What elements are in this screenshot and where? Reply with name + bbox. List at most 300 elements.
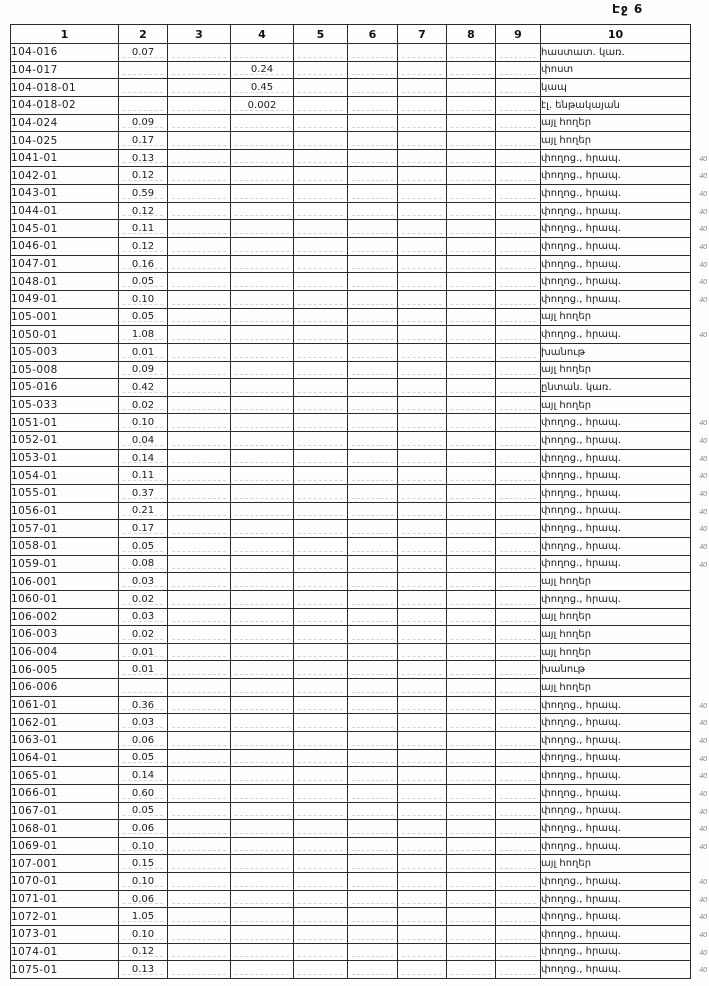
cell-land-use: [541, 608, 691, 626]
cell-col5-empty: [294, 943, 348, 961]
cell-col9-empty: [496, 273, 541, 291]
cell-area-col2: [119, 96, 168, 114]
cell-area-col2: 0.05: [119, 802, 168, 820]
cell-land-use: [541, 132, 691, 150]
table-row: [11, 432, 691, 450]
cell-parcel-code: 1061-01: [11, 696, 119, 714]
cell-area-col2: 0.02: [119, 590, 168, 608]
cell-area-col2: 0.01: [119, 343, 168, 361]
table-row: [11, 167, 691, 185]
cell-col6-empty: [348, 502, 398, 520]
cell-col9-empty: [496, 573, 541, 591]
cell-col8-empty: [447, 855, 496, 873]
cell-area-col4: [231, 343, 294, 361]
cell-area-col4: [231, 290, 294, 308]
cell-col9-empty: [496, 202, 541, 220]
table-row: [11, 396, 691, 414]
margin-annotation: 40: [699, 454, 707, 463]
cell-land-use: [541, 238, 707, 256]
cell-land-use: [541, 520, 707, 538]
cell-col6-empty: [348, 608, 398, 626]
table-row: [11, 361, 691, 379]
land-use-text: փողոց., հրապ.: [541, 558, 621, 570]
cell-col3-empty: [168, 714, 231, 732]
cell-area-col4: [231, 308, 294, 326]
cell-parcel-code: 104-016: [11, 44, 119, 62]
cell-col8-empty: [447, 502, 496, 520]
land-use-text: փողոց., հրապ.: [541, 893, 621, 905]
margin-annotation: 40: [699, 931, 707, 940]
cell-area-col4: [231, 626, 294, 644]
cell-area-col4: [231, 273, 294, 291]
column-header-8: 8: [447, 25, 496, 44]
cell-land-use: [541, 467, 707, 485]
cell-parcel-code: 1056-01: [11, 502, 119, 520]
cell-col3-empty: [168, 767, 231, 785]
cell-col6-empty: [348, 555, 398, 573]
cell-col5-empty: [294, 432, 348, 450]
parcel-table: [10, 24, 707, 979]
cell-col9-empty: [496, 467, 541, 485]
cell-col6-empty: [348, 220, 398, 238]
cell-col7-empty: [398, 926, 447, 944]
cell-area-col4: [231, 943, 294, 961]
cell-area-col4: [231, 361, 294, 379]
cell-col3-empty: [168, 731, 231, 749]
cell-col3-empty: [168, 414, 231, 432]
cell-col9-empty: [496, 608, 541, 626]
table-row: [11, 149, 691, 167]
cell-area-col2: 0.14: [119, 767, 168, 785]
land-use-text: փողոց., հրապ.: [541, 240, 621, 252]
margin-annotation: 40: [699, 295, 707, 304]
cell-col9-empty: [496, 890, 541, 908]
cell-parcel-code: 1066-01: [11, 784, 119, 802]
cell-col6-empty: [348, 873, 398, 891]
cell-area-col2: 0.09: [119, 361, 168, 379]
table-row: [11, 555, 691, 573]
cell-col9-empty: [496, 290, 541, 308]
cell-col8-empty: [447, 202, 496, 220]
cell-col5-empty: [294, 414, 348, 432]
cell-land-use: [541, 361, 691, 379]
cell-col9-empty: [496, 943, 541, 961]
cell-col7-empty: [398, 714, 447, 732]
cell-col3-empty: [168, 220, 231, 238]
cell-area-col4: [231, 220, 294, 238]
cell-col9-empty: [496, 308, 541, 326]
cell-col8-empty: [447, 890, 496, 908]
land-use-text: այլ հողեր: [541, 311, 592, 323]
cell-col7-empty: [398, 520, 447, 538]
cell-area-col2: 0.01: [119, 661, 168, 679]
cell-col8-empty: [447, 714, 496, 732]
cell-col9-empty: [496, 114, 541, 132]
table-row: [11, 96, 691, 114]
cell-col6-empty: [348, 485, 398, 503]
margin-annotation: 40: [699, 772, 707, 781]
cell-col8-empty: [447, 696, 496, 714]
land-use-text: փողոց., հրապ.: [541, 787, 621, 799]
cell-col8-empty: [447, 273, 496, 291]
cell-col8-empty: [447, 343, 496, 361]
cell-land-use: [541, 626, 691, 644]
cell-col9-empty: [496, 255, 541, 273]
cell-area-col4: [231, 185, 294, 203]
land-use-text: փողոց., հրապ.: [541, 434, 621, 446]
cell-area-col2: 0.13: [119, 961, 168, 979]
cell-land-use: [541, 537, 707, 555]
cell-col7-empty: [398, 361, 447, 379]
cell-col7-empty: [398, 255, 447, 273]
cell-col7-empty: [398, 379, 447, 397]
cell-area-col2: 0.03: [119, 573, 168, 591]
table-row: [11, 44, 691, 62]
margin-annotation: 40: [699, 701, 707, 710]
cell-col6-empty: [348, 837, 398, 855]
cell-parcel-code: 1070-01: [11, 873, 119, 891]
cell-col9-empty: [496, 343, 541, 361]
cell-parcel-code: 1053-01: [11, 449, 119, 467]
cell-col9-empty: [496, 873, 541, 891]
cell-land-use: [541, 555, 707, 573]
cell-parcel-code: 106-003: [11, 626, 119, 644]
cell-col5-empty: [294, 185, 348, 203]
table-row: [11, 784, 691, 802]
cell-col3-empty: [168, 396, 231, 414]
cell-col3-empty: [168, 502, 231, 520]
cell-area-col2: [119, 79, 168, 97]
cell-col3-empty: [168, 308, 231, 326]
land-use-text: հաստատ. կառ.: [541, 46, 625, 58]
cell-col5-empty: [294, 79, 348, 97]
column-header-2: 2: [119, 25, 168, 44]
cell-col7-empty: [398, 590, 447, 608]
margin-annotation: 40: [699, 560, 707, 569]
cell-col7-empty: [398, 661, 447, 679]
land-use-text: փողոց., հրապ.: [541, 823, 621, 834]
cell-col6-empty: [348, 537, 398, 555]
cell-area-col2: 0.07: [119, 44, 168, 62]
table-row: [11, 767, 691, 785]
cell-col6-empty: [348, 696, 398, 714]
cell-parcel-code: 1065-01: [11, 767, 119, 785]
cell-land-use: [541, 573, 691, 591]
column-header-10: 10: [541, 25, 691, 44]
cell-area-col4: [231, 590, 294, 608]
table-row: [11, 855, 691, 873]
cell-parcel-code: 1071-01: [11, 890, 119, 908]
cell-col9-empty: [496, 696, 541, 714]
land-use-text: փողոց., հրապ.: [541, 770, 621, 782]
cell-land-use: [541, 837, 707, 855]
cell-col7-empty: [398, 802, 447, 820]
cell-col6-empty: [348, 749, 398, 767]
cell-land-use: [541, 749, 707, 767]
cell-area-col2: 0.10: [119, 414, 168, 432]
cell-col6-empty: [348, 784, 398, 802]
cell-parcel-code: 104-025: [11, 132, 119, 150]
cell-col8-empty: [447, 167, 496, 185]
cell-col3-empty: [168, 626, 231, 644]
cell-col5-empty: [294, 449, 348, 467]
cell-area-col2: 0.59: [119, 185, 168, 203]
cell-col6-empty: [348, 414, 398, 432]
cell-parcel-code: 1052-01: [11, 432, 119, 450]
cell-area-col4: [231, 573, 294, 591]
cell-col9-empty: [496, 626, 541, 644]
cell-parcel-code: 105-016: [11, 379, 119, 397]
land-use-text: փողոց., հրապ.: [541, 911, 621, 923]
cell-land-use: [541, 167, 707, 185]
cell-parcel-code: 1047-01: [11, 255, 119, 273]
header-row: [11, 25, 691, 44]
cell-area-col4: 0.45: [231, 79, 294, 97]
cell-col3-empty: [168, 96, 231, 114]
cell-area-col2: 0.02: [119, 626, 168, 644]
cell-col7-empty: [398, 414, 447, 432]
table-row: [11, 749, 691, 767]
cell-col9-empty: [496, 520, 541, 538]
cell-col3-empty: [168, 485, 231, 503]
margin-annotation: 40: [699, 895, 707, 904]
cell-col5-empty: [294, 679, 348, 697]
cell-parcel-code: 1060-01: [11, 590, 119, 608]
cell-parcel-code: 104-018-02: [11, 96, 119, 114]
cell-area-col2: 0.14: [119, 449, 168, 467]
table-row: [11, 220, 691, 238]
column-header-7: 7: [398, 25, 447, 44]
margin-annotation: 40: [699, 154, 707, 163]
cell-col8-empty: [447, 784, 496, 802]
land-use-text: փողոց., հրապ.: [541, 452, 621, 464]
cell-area-col4: [231, 44, 294, 62]
cell-col3-empty: [168, 926, 231, 944]
cell-col5-empty: [294, 767, 348, 785]
cell-parcel-code: 1057-01: [11, 520, 119, 538]
cell-col9-empty: [496, 802, 541, 820]
cell-col3-empty: [168, 837, 231, 855]
land-use-text: փողոց., հրապ.: [541, 840, 621, 852]
cell-area-col2: 0.12: [119, 943, 168, 961]
cell-area-col4: [231, 855, 294, 873]
land-use-text: այլ հողեր: [541, 135, 592, 147]
cell-area-col2: 0.02: [119, 396, 168, 414]
cell-col8-empty: [447, 114, 496, 132]
cell-col8-empty: [447, 820, 496, 838]
cell-col6-empty: [348, 149, 398, 167]
cell-col6-empty: [348, 96, 398, 114]
table-row: [11, 837, 691, 855]
cell-col9-empty: [496, 820, 541, 838]
column-header-4: 4: [231, 25, 294, 44]
cell-parcel-code: 1043-01: [11, 185, 119, 203]
cell-col6-empty: [348, 679, 398, 697]
cell-col6-empty: [348, 132, 398, 150]
cell-area-col2: 0.13: [119, 149, 168, 167]
cell-area-col4: [231, 961, 294, 979]
cell-col3-empty: [168, 326, 231, 344]
cell-area-col4: [231, 608, 294, 626]
cell-land-use: [541, 432, 707, 450]
cell-col5-empty: [294, 890, 348, 908]
cell-col6-empty: [348, 114, 398, 132]
cell-col6-empty: [348, 79, 398, 97]
cell-col7-empty: [398, 343, 447, 361]
cell-col9-empty: [496, 555, 541, 573]
cell-col6-empty: [348, 167, 398, 185]
cell-col7-empty: [398, 220, 447, 238]
cell-parcel-code: 1042-01: [11, 167, 119, 185]
cell-col5-empty: [294, 290, 348, 308]
cell-parcel-code: 104-018-01: [11, 79, 119, 97]
cell-parcel-code: 1072-01: [11, 908, 119, 926]
cell-col7-empty: [398, 185, 447, 203]
cell-col3-empty: [168, 255, 231, 273]
table-row: [11, 379, 691, 397]
cell-col6-empty: [348, 238, 398, 256]
cell-land-use: [541, 449, 707, 467]
cell-col5-empty: [294, 731, 348, 749]
cell-col7-empty: [398, 114, 447, 132]
table-row: [11, 643, 691, 661]
table-row: [11, 343, 691, 361]
cell-area-col4: [231, 467, 294, 485]
land-use-text: փողոց., հրապ.: [541, 717, 621, 729]
cell-col3-empty: [168, 449, 231, 467]
cell-col9-empty: [496, 679, 541, 697]
cell-land-use: [541, 661, 691, 679]
cell-col6-empty: [348, 185, 398, 203]
cell-col8-empty: [447, 908, 496, 926]
cell-parcel-code: 104-024: [11, 114, 119, 132]
column-header-1: 1: [11, 25, 119, 44]
cell-col8-empty: [447, 555, 496, 573]
cell-col6-empty: [348, 255, 398, 273]
cell-col8-empty: [447, 643, 496, 661]
cell-col6-empty: [348, 44, 398, 62]
cell-col7-empty: [398, 767, 447, 785]
cell-land-use: [541, 396, 691, 414]
cell-col6-empty: [348, 926, 398, 944]
cell-land-use: [541, 696, 707, 714]
cell-area-col4: [231, 661, 294, 679]
cell-area-col2: 0.05: [119, 537, 168, 555]
table-row: [11, 537, 691, 555]
cell-col5-empty: [294, 132, 348, 150]
cell-col8-empty: [447, 79, 496, 97]
cell-col3-empty: [168, 44, 231, 62]
margin-annotation: 40: [699, 172, 707, 181]
cell-col3-empty: [168, 343, 231, 361]
cell-area-col4: [231, 167, 294, 185]
cell-land-use: [541, 890, 707, 908]
cell-parcel-code: 105-003: [11, 343, 119, 361]
cell-area-col4: [231, 767, 294, 785]
cell-area-col2: 0.21: [119, 502, 168, 520]
cell-col9-empty: [496, 926, 541, 944]
cell-col5-empty: [294, 696, 348, 714]
cell-col3-empty: [168, 873, 231, 891]
cell-col3-empty: [168, 167, 231, 185]
cell-col6-empty: [348, 202, 398, 220]
margin-annotation: 40: [699, 913, 707, 922]
cell-col7-empty: [398, 873, 447, 891]
cell-col9-empty: [496, 132, 541, 150]
cell-area-col4: [231, 820, 294, 838]
land-use-text: փողոց., հրապ.: [541, 734, 621, 746]
cell-area-col2: 0.06: [119, 890, 168, 908]
cell-area-col4: [231, 432, 294, 450]
cell-land-use: [541, 149, 707, 167]
cell-col7-empty: [398, 149, 447, 167]
cell-col6-empty: [348, 943, 398, 961]
table-row: [11, 731, 691, 749]
cell-land-use: [541, 784, 707, 802]
cell-area-col4: [231, 379, 294, 397]
cell-parcel-code: 105-001: [11, 308, 119, 326]
cell-col7-empty: [398, 202, 447, 220]
cell-area-col2: 0.03: [119, 608, 168, 626]
cell-col5-empty: [294, 608, 348, 626]
margin-annotation: 40: [699, 878, 707, 887]
cell-col5-empty: [294, 784, 348, 802]
table-row: [11, 502, 691, 520]
cell-col8-empty: [447, 149, 496, 167]
cell-col6-empty: [348, 290, 398, 308]
cell-col7-empty: [398, 308, 447, 326]
cell-col6-empty: [348, 802, 398, 820]
cell-area-col4: [231, 643, 294, 661]
cell-col5-empty: [294, 590, 348, 608]
cell-land-use: [541, 590, 691, 608]
cell-col6-empty: [348, 520, 398, 538]
cell-col8-empty: [447, 731, 496, 749]
cell-col6-empty: [348, 343, 398, 361]
land-use-text: փողոց., հրապ.: [541, 505, 621, 517]
cell-col8-empty: [447, 361, 496, 379]
cell-col3-empty: [168, 185, 231, 203]
cell-area-col2: 0.09: [119, 114, 168, 132]
land-use-text: փողոց., հրապ.: [541, 805, 621, 817]
cell-col9-empty: [496, 784, 541, 802]
cell-area-col2: 0.10: [119, 837, 168, 855]
table-row: [11, 61, 691, 79]
margin-annotation: 40: [699, 542, 707, 551]
cell-col3-empty: [168, 149, 231, 167]
land-use-text: փոստ: [541, 64, 574, 76]
cell-parcel-code: 1075-01: [11, 961, 119, 979]
cell-col7-empty: [398, 449, 447, 467]
cell-parcel-code: 105-033: [11, 396, 119, 414]
table-row: [11, 326, 691, 344]
cell-col9-empty: [496, 502, 541, 520]
land-use-text: փողոց., հրապ.: [541, 205, 621, 217]
cell-col8-empty: [447, 308, 496, 326]
cell-parcel-code: 106-002: [11, 608, 119, 626]
cell-col7-empty: [398, 855, 447, 873]
cell-col5-empty: [294, 396, 348, 414]
table-row: [11, 290, 691, 308]
cell-col8-empty: [447, 520, 496, 538]
cell-col3-empty: [168, 573, 231, 591]
land-use-text: փողոց., հրապ.: [541, 276, 621, 288]
table-row: [11, 943, 691, 961]
cell-area-col4: [231, 749, 294, 767]
cell-parcel-code: 106-001: [11, 573, 119, 591]
cell-land-use: [541, 873, 707, 891]
land-use-text: այլ հողեր: [541, 611, 592, 623]
